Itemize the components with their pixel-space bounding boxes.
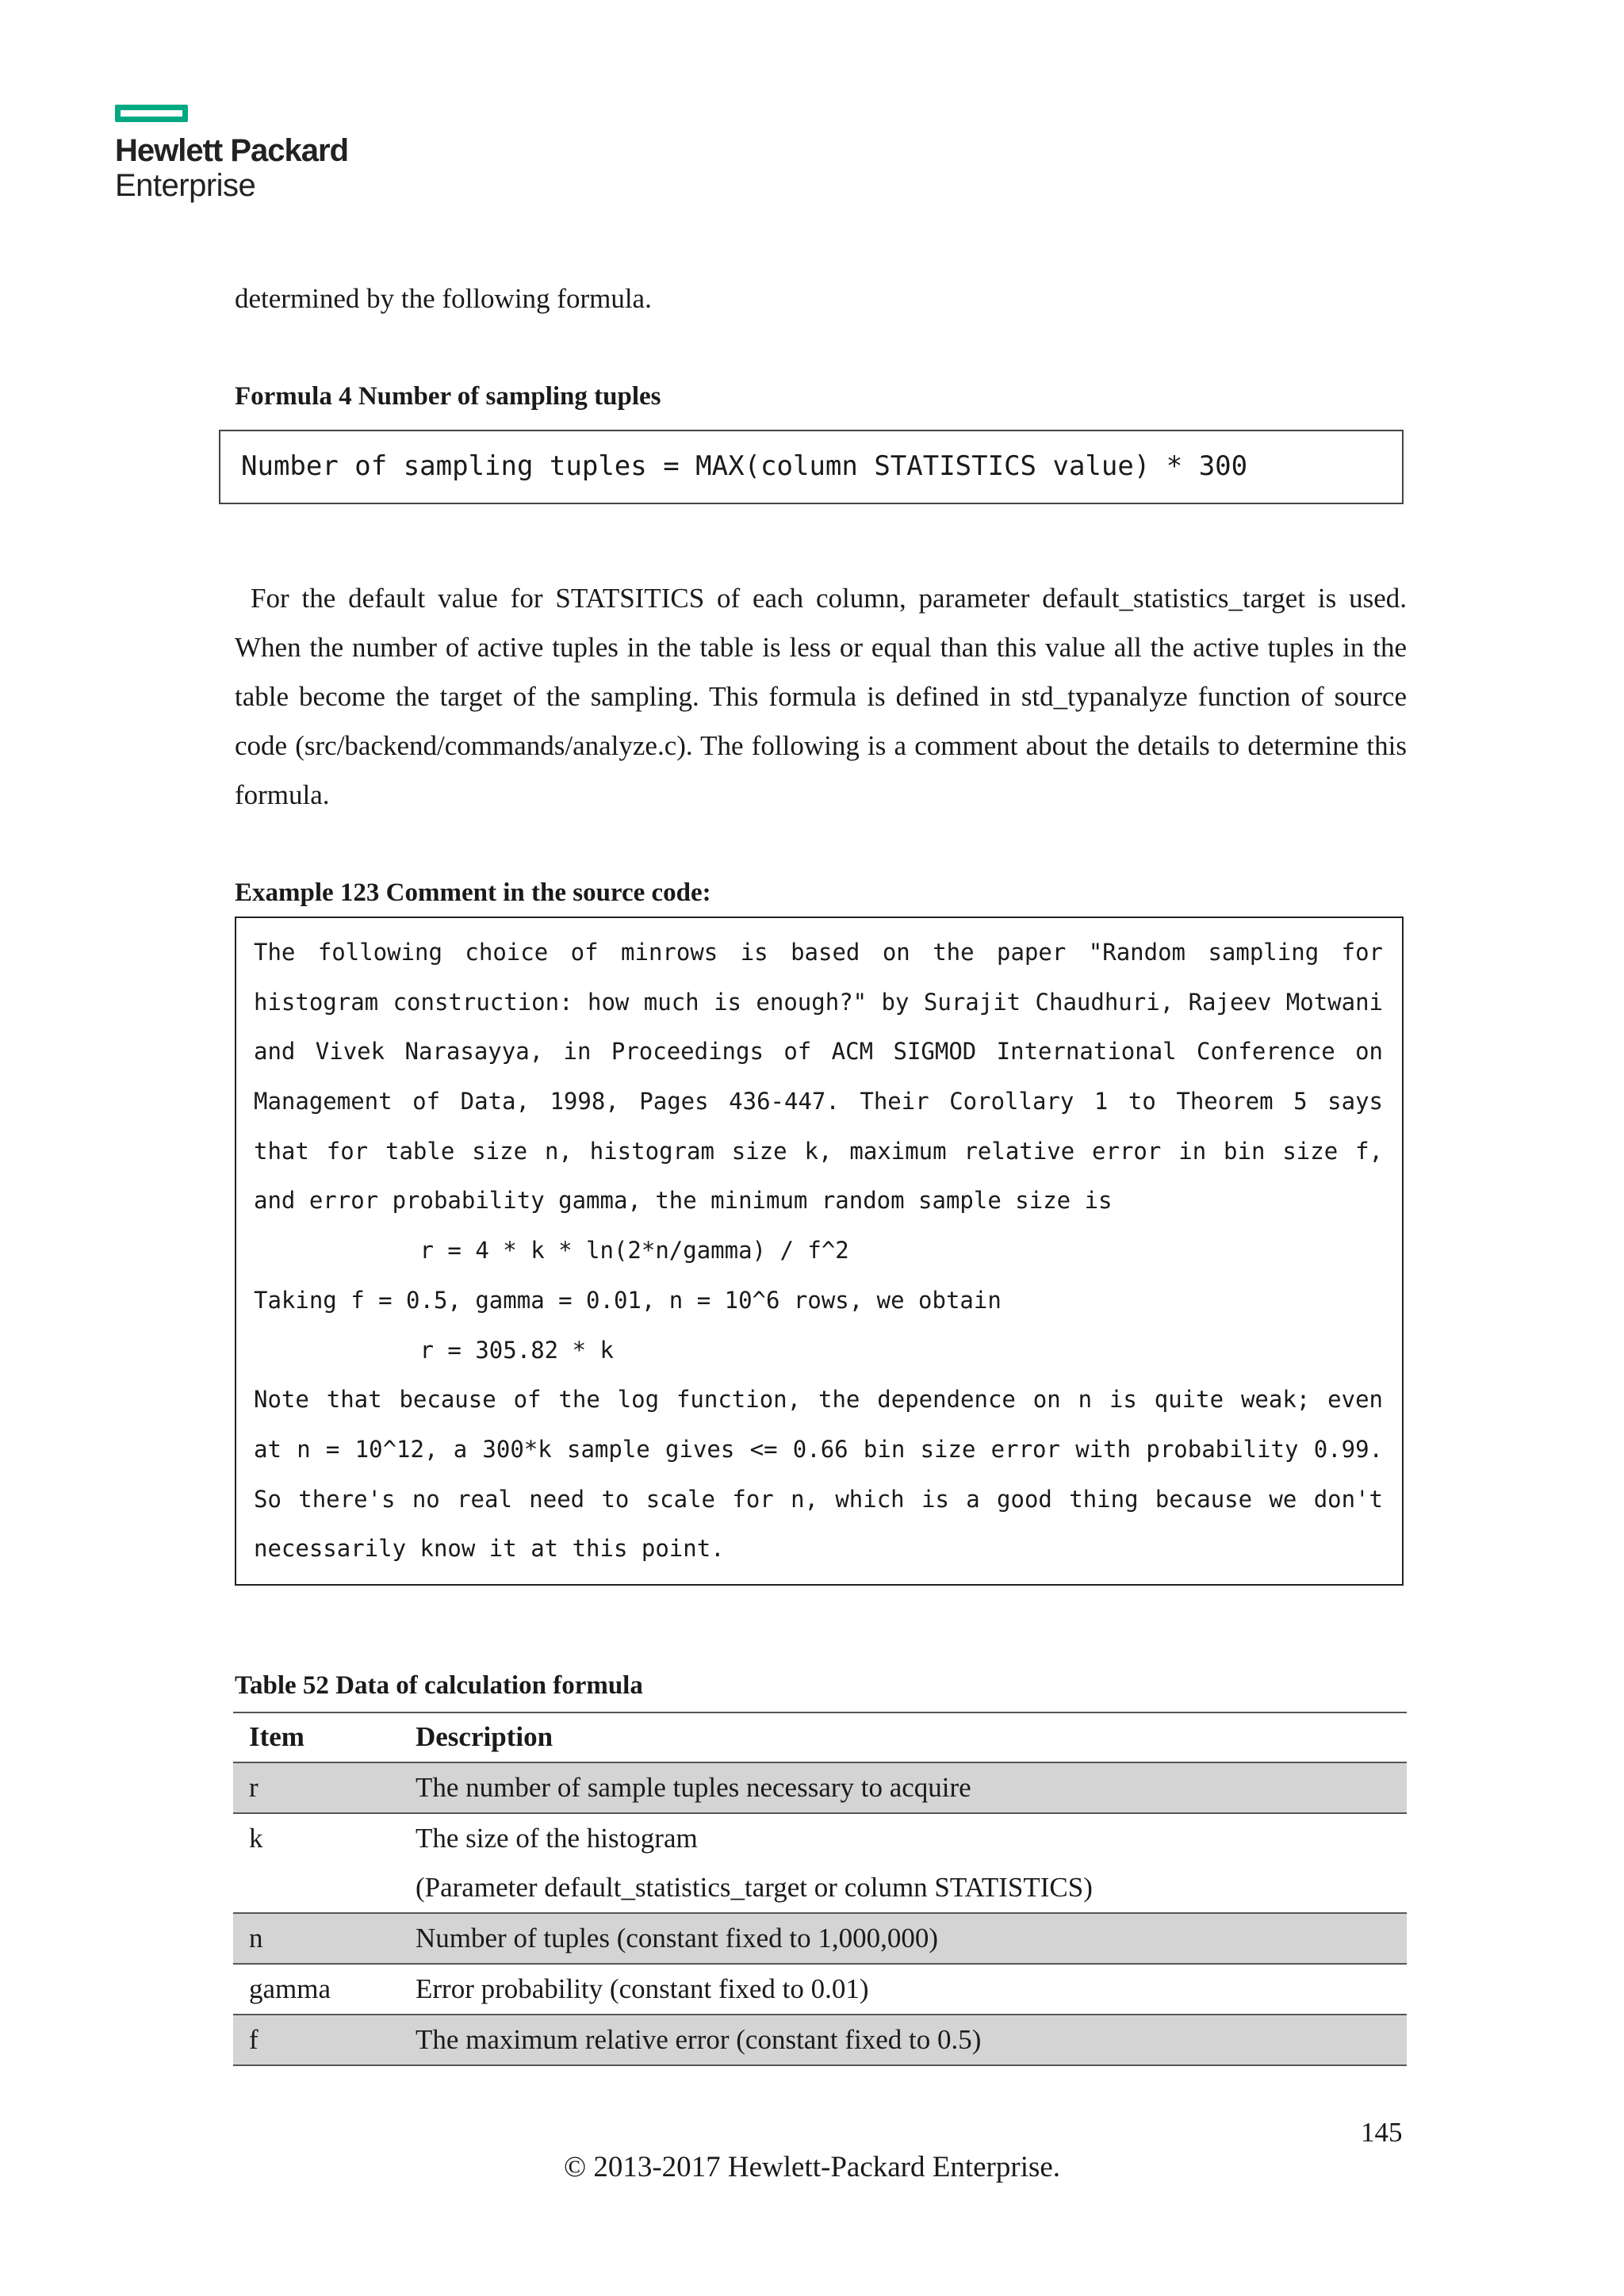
table-row [233,1762,1407,1813]
code-line: Taking f = 0.5, gamma = 0.01, n = 10^6 rows, we obtain [254,1286,1002,1314]
table-header-row [233,1712,1407,1762]
code-line: r = 4 * k * ln(2*n/gamma) / f^2 [254,1237,849,1265]
code-line: Management of Data, 1998, Pages 436-447. Their Corollary 1 to Theorem 5 says [254,1088,1383,1115]
code-line: that for table size n, histogram size k, maximum relative error in bin size f, [254,1137,1383,1165]
page-number: 145 [1361,2117,1403,2148]
code-line: at n = 10^12, a 300*k sample gives <= 0.66 bin size error with probability 0.99. [254,1435,1383,1463]
formula-box: Number of sampling tuples = MAX(column STATISTICS value) * 300 [219,430,1404,504]
source-comment-box [235,916,1404,1586]
code-line: necessarily know it at this point. [254,1535,725,1563]
cell-description: Error probability (constant fixed to 0.01) [400,1964,1407,2015]
code-line: So there's no real need to scale for n, which is a good thing because we don't [254,1485,1383,1513]
logo-text-line2: Enterprise [115,168,256,203]
code-line: Note that because of the log function, the dependence on n is quite weak; even [254,1386,1383,1414]
cell-description: The maximum relative error (constant fixed to 0.5) [400,2015,1407,2065]
cell-item: n [233,1913,400,1964]
cell-item: f [233,2015,400,2065]
cell-description: The number of sample tuples necessary to acquire [400,1762,1407,1813]
body-paragraph: For the default value for STATSITICS of each column, parameter default_statistics_target is used. When the number of active tuples in the table is less or equal than this value all the active tuples in the table become the target of the sampling. This formula is defined in std_typanalyze function of source code (src/backend/commands/analyze.c). The following is a comment about the details to determine this formula. [235,583,1407,810]
logo-text-line1: Hewlett Packard [115,133,349,168]
hpe-logo [115,105,348,203]
cell-description-line2: (Parameter default_statistics_target or column STATISTICS) [416,1872,1093,1903]
cell-description-line1: The size of the histogram [416,1823,698,1854]
example-caption: Example 123 Comment in the source code: [235,878,711,907]
copyright-footer: © 2013-2017 Hewlett-Packard Enterprise. [563,2151,1061,2183]
table-row [233,1813,1407,1913]
code-line: r = 305.82 * k [254,1336,614,1364]
code-line: and error probability gamma, the minimum random sample size is [254,1187,1113,1215]
column-header-description: Description [400,1712,1407,1762]
cell-description [400,1813,1407,1913]
formula-caption: Formula 4 Number of sampling tuples [235,382,661,411]
intro-text: determined by the following formula. [235,283,652,314]
logo-bar-icon [115,105,188,122]
cell-item: k [233,1813,400,1913]
cell-item: r [233,1762,400,1813]
code-line: and Vivek Narasayya, in Proceedings of ACM SIGMOD International Conference on [254,1038,1383,1066]
cell-description: Number of tuples (constant fixed to 1,000,000) [400,1913,1407,1964]
table-row [233,1964,1407,2015]
table-caption: Table 52 Data of calculation formula [235,1671,643,1700]
column-header-item: Item [233,1712,400,1762]
code-line: histogram construction: how much is enough?" by Surajit Chaudhuri, Rajeev Motwani [254,988,1383,1016]
code-line: The following choice of minrows is based on the paper "Random sampling for [254,939,1383,966]
table-row [233,1913,1407,1964]
data-table [233,1712,1407,2066]
table-row [233,2015,1407,2065]
cell-item: gamma [233,1964,400,2015]
